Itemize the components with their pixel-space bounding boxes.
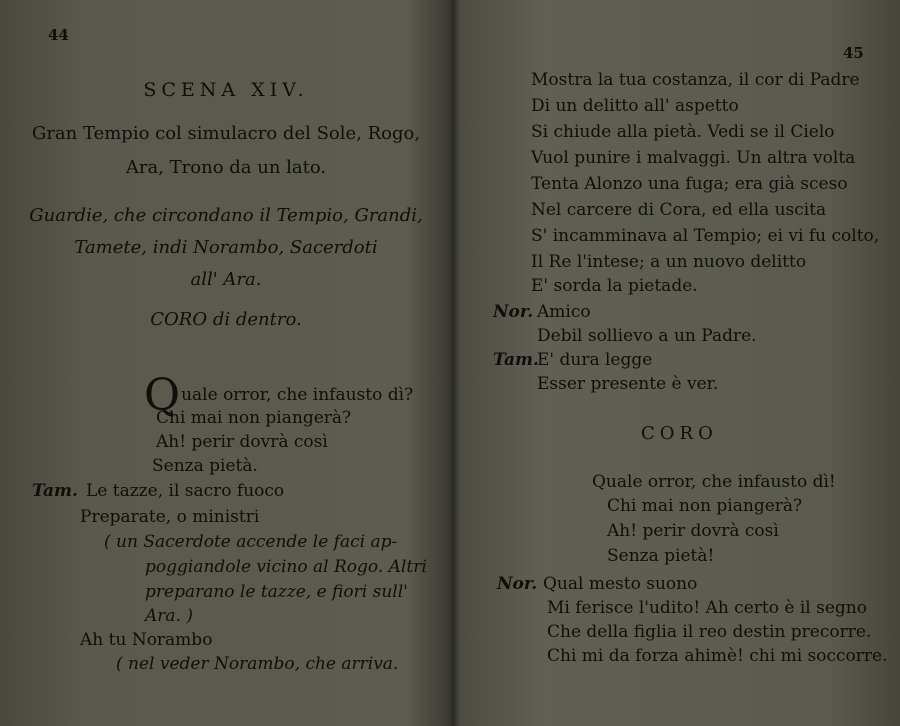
page-number: 45 [843, 44, 864, 62]
cast-line: Tamete, indi Norambo, Sacerdoti [74, 237, 378, 258]
dialogue-line: E' sorda la pietade. [531, 276, 698, 296]
cast-line: all' Ara. [190, 269, 262, 290]
chorus-line: Ah! perir dovrà così [156, 432, 328, 452]
dialogue-line: Vuol punire i malvaggi. Un altra volta [531, 148, 856, 168]
chorus-line: Senza pietà! [607, 546, 715, 566]
dialogue-line: E' dura legge [537, 350, 653, 370]
stage-direction-line: ( nel veder Norambo, che arriva. [116, 654, 399, 674]
chorus-line: Chi mai non piangerà? [607, 496, 803, 516]
speaker-label: Tam. [493, 350, 539, 370]
dialogue-line: Tenta Alonzo una fuga; era già sceso [531, 174, 848, 194]
dialogue-line: Mi ferisce l'udito! Ah certo è il segno [547, 598, 867, 618]
stage-direction-line: preparano le tazze, e fiori sull' [145, 582, 408, 602]
dialogue-line: Che della figlia il reo destin precorre. [547, 622, 872, 642]
dialogue-line: Amico [537, 302, 591, 322]
dialogue-line: Qual mesto suono [543, 574, 698, 594]
setting-line: Gran Tempio col simulacro del Sole, Rogo, [31, 123, 421, 144]
coro-heading: CORO [641, 423, 718, 444]
speaker-label: Nor. [497, 574, 538, 594]
chorus-line: Ah! perir dovrà così [607, 521, 779, 541]
page-number: 44 [48, 26, 69, 44]
dialogue-line: Preparate, o ministri [80, 507, 260, 527]
dialogue-line: S' incamminava al Tempio; ei vi fu colto, [531, 226, 880, 246]
speaker-label: Tam. [32, 481, 78, 501]
chorus-line: Quale orror, che infausto dì! [592, 472, 836, 492]
dialogue-line: Debil sollievo a un Padre. [537, 326, 757, 346]
setting-line: Ara, Trono da un lato. [125, 157, 327, 178]
dialogue-line: Chi mi da forza ahimè! chi mi soccorre. [547, 646, 888, 666]
dialogue-line: Mostra la tua costanza, il cor di Padre [531, 70, 860, 90]
right-page [455, 0, 900, 726]
dialogue-line: Le tazze, il sacro fuoco [86, 481, 285, 501]
dialogue-line: Esser presente è ver. [537, 374, 719, 394]
chorus-line: Senza pietà. [152, 456, 258, 476]
dialogue-line: Il Re l'intese; a un nuovo delitto [531, 252, 807, 272]
dialogue-line: Di un delitto all' aspetto [531, 96, 739, 116]
dialogue-line: Nel carcere di Cora, ed ella uscita [531, 200, 827, 220]
stage-direction-line: poggiandole vicino al Rogo. Altri [145, 557, 427, 577]
stage-direction-line: ( un Sacerdote accende le faci ap- [104, 532, 398, 552]
stage-direction-line: Ara. ) [145, 606, 193, 626]
chorus-line-text: uale orror, che infausto dì? [181, 385, 414, 405]
chorus-heading: CORO di dentro. [150, 309, 302, 330]
chorus-line: Chi mai non piangerà? [156, 408, 352, 428]
dialogue-line: Si chiude alla pietà. Vedi se il Cielo [531, 122, 835, 142]
scene-title: SCENA XIV. [143, 79, 309, 101]
dialogue-line: Ah tu Norambo [80, 630, 213, 650]
cast-line: Guardie, che circondano il Tempio, Grandi, [29, 205, 423, 226]
drop-cap: Q [144, 370, 181, 421]
speaker-label: Nor. [493, 302, 534, 322]
